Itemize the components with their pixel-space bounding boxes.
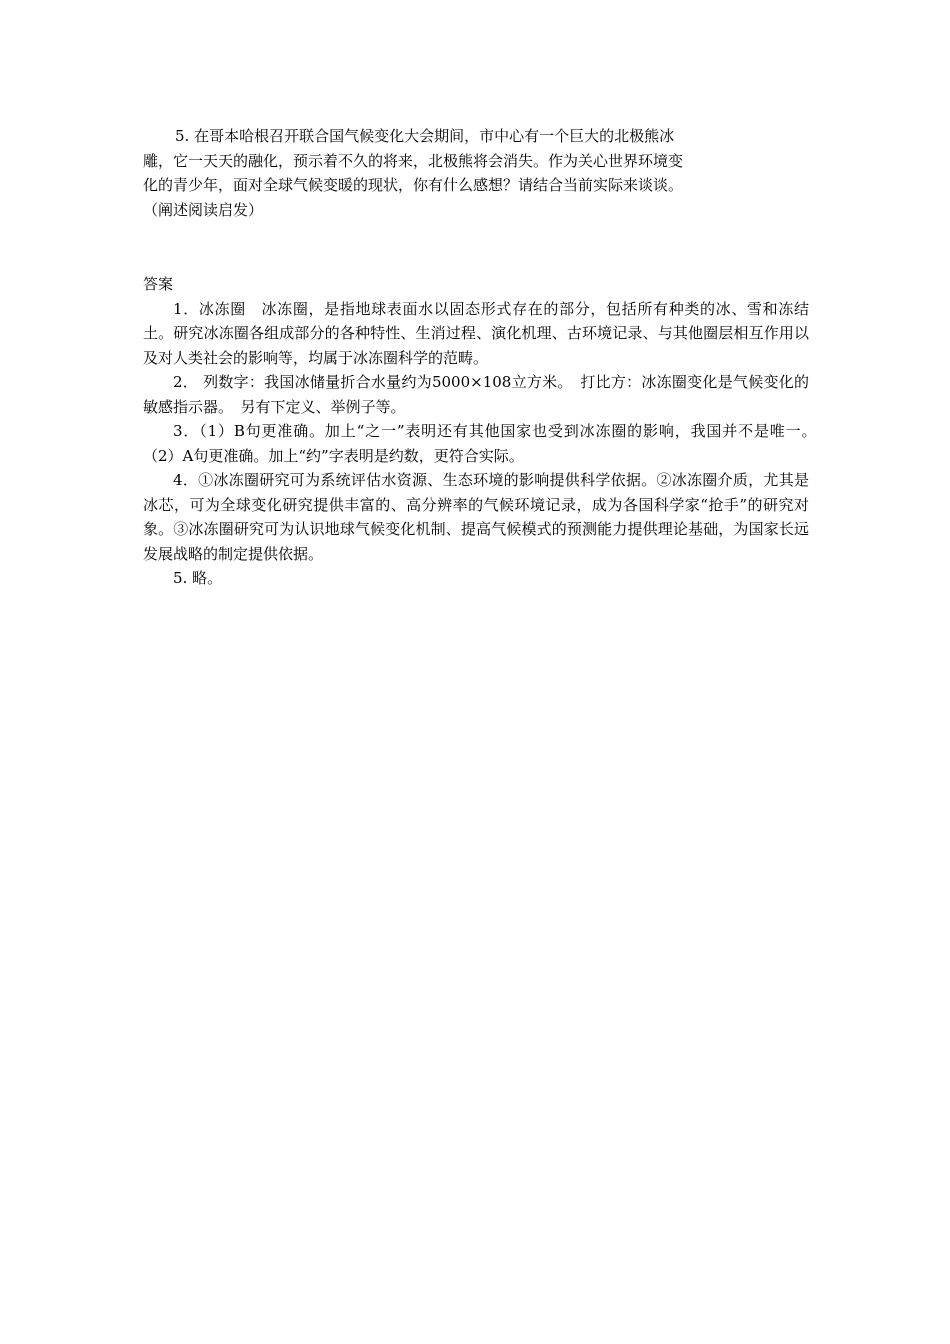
answer-section bbox=[143, 272, 825, 591]
question-5-line-2: 雕，它一天天的融化，预示着不久的将来，北极熊将会消失。作为关心世界环境变 bbox=[143, 151, 684, 170]
question-5-note: （阐述阅读启发） bbox=[143, 200, 264, 219]
answer-1: 1．冰冻圈 冰冻圈，是指地球表面水以固态形式存在的部分，包括所有种类的冰、雪和冻结土。研究冰冻圈各组成部分的各种特性、生消过程、演化机理、古环境记录、与其他圈层相互作用以及对人类社会的影响等，均属于冰冻圈科学的范畴。 bbox=[143, 299, 809, 367]
answer-3: 3．（1）B句更准确。加上“之一”表明还有其他国家也受到冰冻圈的影响，我国并不是唯一。 （2）A句更准确。加上“约”字表明是约数，更符合实际。 bbox=[143, 422, 825, 465]
question-5-line-1: 5. 在哥本哈根召开联合国气候变化大会期间，市中心有一个巨大的北极熊冰 bbox=[175, 127, 675, 145]
answer-4: 4．①冰冻圈研究可为系统评估水资源、生态环境的影响提供科学依据。②冰冻圈介质，尤其是冰芯，可为全球变化研究提供丰富的、高分辨率的气候环境记录，成为各国科学家“抢手”的研究对象。③冰冻圈研究可为认识地球气候变化机制、提高气候模式的预测能力提供理论基础，为国家长远发展战略的制定提供依据。 bbox=[143, 471, 809, 563]
answer-heading: 答案 bbox=[143, 275, 174, 293]
question-5-line-3: 化的青少年，面对全球气候变暖的现状，你有什么感想？请结合当前实际来谈谈。 bbox=[143, 176, 684, 194]
question-5 bbox=[143, 124, 803, 222]
answer-5: 5. 略。 bbox=[173, 569, 223, 587]
answer-2: 2． 列数字：我国冰储量折合水量约为5000×108立方米。 打比方：冰冻圈变化是气候变化的敏感指示器。 另有下定义、举例子等。 bbox=[143, 373, 809, 416]
